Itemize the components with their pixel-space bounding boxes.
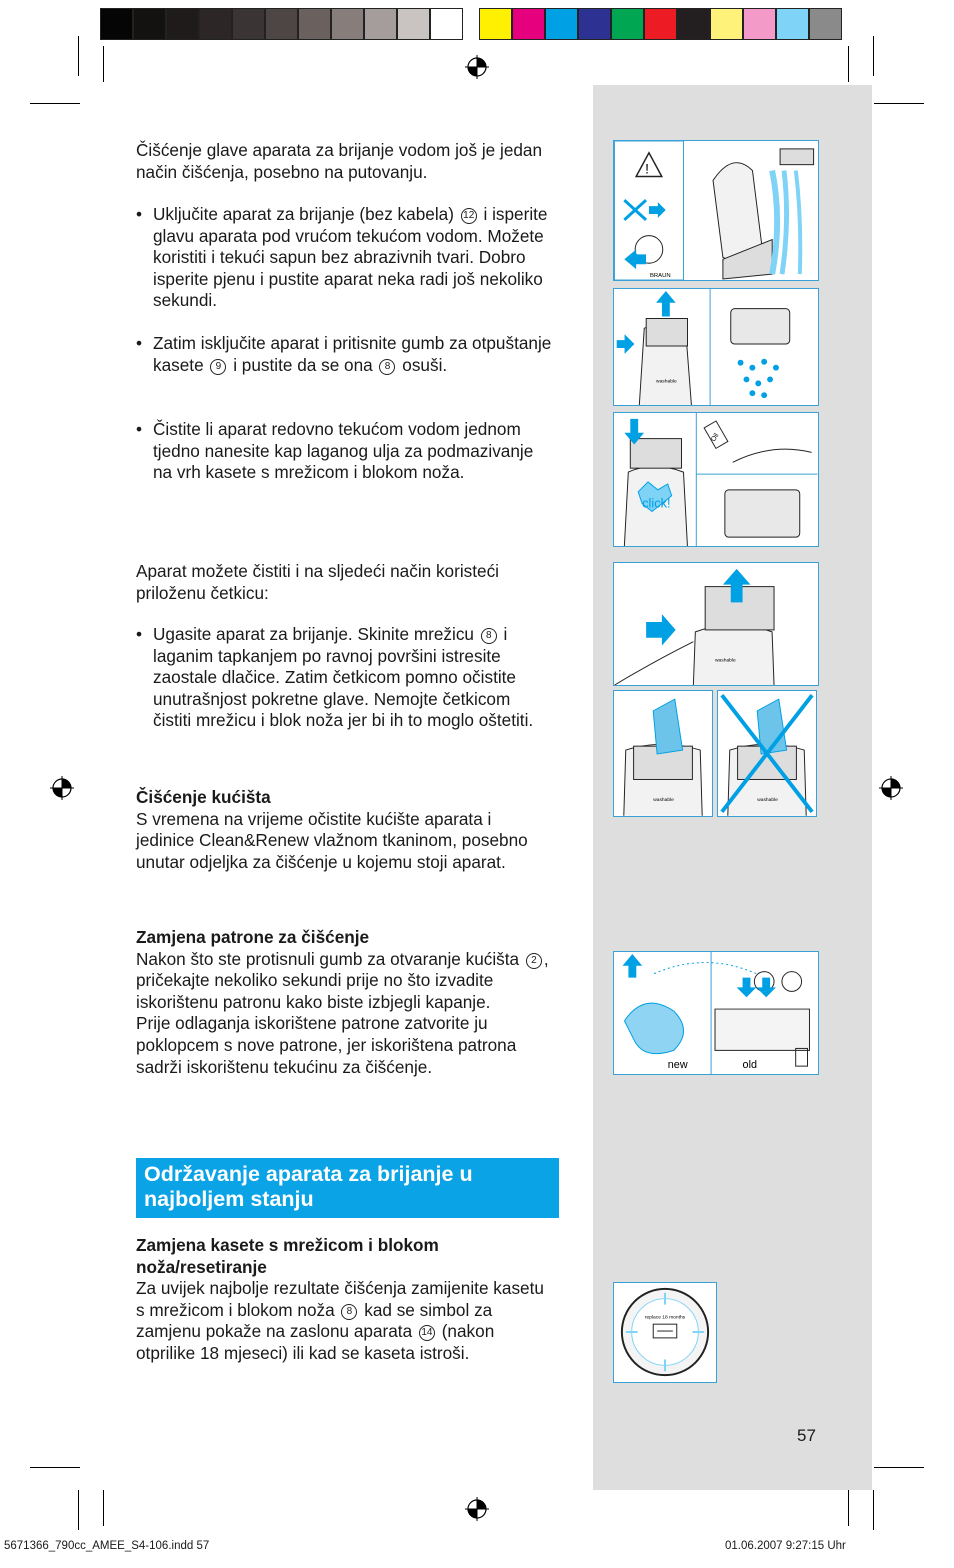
dial-text: replace 18 months bbox=[644, 1315, 686, 1321]
brand-label: BRAUN bbox=[649, 273, 671, 280]
ref-number: 14 bbox=[419, 1325, 435, 1341]
cartridge-section: Zamjena patrone za čišćenje Nakon što ste protisnuli gumb za otvaranje kućišta 2 , pričekajte nekoliko sekundi prije no što izvadite iskorištenu patronu kako biste izbjegli kapanje. Prije odlaganja iskorištene patrone zatvorite ju poklopcem s nove patrone, jer iskorištena patrona sadrži iskorištenu tekućinu za čišćenje. bbox=[136, 927, 551, 1078]
color-swatch bbox=[710, 8, 743, 40]
crop-mark bbox=[30, 1467, 80, 1468]
figure-brush-foil-forbidden bbox=[717, 690, 817, 817]
figure-brush-inside-head bbox=[613, 690, 713, 817]
brush-intro: Aparat možete čistiti i na sljedeći način koristeći priloženu četkicu: bbox=[136, 561, 500, 603]
crop-mark bbox=[103, 46, 104, 82]
registration-mark-icon bbox=[50, 776, 74, 800]
crop-mark bbox=[78, 36, 79, 76]
figure-cartridge-replace bbox=[613, 951, 819, 1075]
crop-mark bbox=[30, 103, 80, 104]
ref-number: 9 bbox=[210, 359, 226, 375]
crop-mark bbox=[78, 1490, 79, 1530]
page-number: 57 bbox=[797, 1426, 816, 1445]
color-swatch bbox=[512, 8, 545, 40]
color-swatch bbox=[743, 8, 776, 40]
gray-swatch bbox=[133, 8, 166, 40]
figure-rinse-under-tap bbox=[613, 140, 819, 281]
gray-swatch bbox=[166, 8, 199, 40]
crop-mark bbox=[874, 1467, 924, 1468]
gray-swatch bbox=[331, 8, 364, 40]
crop-mark bbox=[848, 1490, 849, 1526]
color-swatch bbox=[776, 8, 809, 40]
ref-number: 12 bbox=[461, 208, 477, 224]
replace-section: Zamjena kasete s mrežicom i blokom noža/resetiranje Za uvijek najbolje rezultate čišćenja zamijenite kasetu s mrežicom i blokom noža 8 kad se simbol za zamjenu pokaže na zaslonu aparata 14 (nakon otprilike 18 mjeseci) ili kad se kaseta istroši. bbox=[136, 1235, 546, 1365]
footer-file-info: 5671366_790cc_AMEE_S4-106.indd 57 bbox=[4, 1540, 210, 1552]
gray-swatch bbox=[265, 8, 298, 40]
washable-label: washable bbox=[656, 379, 677, 385]
new-label: new bbox=[667, 1059, 688, 1072]
crop-mark bbox=[873, 36, 874, 76]
registration-mark-icon bbox=[879, 776, 903, 800]
registration-mark-icon bbox=[465, 1497, 489, 1521]
ref-number: 2 bbox=[526, 953, 542, 969]
old-label: old bbox=[742, 1059, 758, 1072]
click-label: click! bbox=[642, 495, 671, 511]
footer-timestamp: 01.06.2007 9:27:15 Uhr bbox=[725, 1540, 846, 1552]
gray-swatch bbox=[232, 8, 265, 40]
figure-remove-foil bbox=[613, 562, 819, 686]
washable-label: washable bbox=[653, 798, 674, 804]
color-swatch bbox=[677, 8, 710, 40]
housing-text: S vremena na vrijeme očistite kućište aparata i jedinice Clean&Renew vlažnom tkaninom, posebno unutar odjeljka za čišćenje u kojemu stoji aparat. bbox=[136, 808, 528, 872]
color-calibration-bar bbox=[100, 8, 842, 42]
ref-number: 8 bbox=[379, 359, 395, 375]
gray-swatch bbox=[364, 8, 397, 40]
color-swatch bbox=[578, 8, 611, 40]
registration-mark-icon bbox=[465, 55, 489, 79]
color-swatch bbox=[479, 8, 512, 40]
intro-paragraph: Čišćenje glave aparata za brijanje vodom još je jedan način čišćenja, posebno na putovanju. bbox=[136, 140, 543, 182]
figure-release-cassette bbox=[613, 288, 819, 406]
replace-heading: Zamjena kasete s mrežicom i blokom noža/resetiranje bbox=[136, 1235, 439, 1277]
color-swatch bbox=[809, 8, 842, 40]
washable-label: washable bbox=[757, 798, 778, 804]
color-swatch bbox=[611, 8, 644, 40]
oil-label: Oil bbox=[710, 432, 721, 444]
housing-heading: Čišćenje kućišta bbox=[136, 787, 271, 807]
crop-mark bbox=[103, 1490, 104, 1526]
cartridge-heading: Zamjena patrone za čišćenje bbox=[136, 927, 370, 947]
ref-number: 8 bbox=[481, 628, 497, 644]
gray-swatch bbox=[100, 8, 133, 40]
color-swatch bbox=[644, 8, 677, 40]
gray-swatch bbox=[298, 8, 331, 40]
washable-label: washable bbox=[715, 658, 736, 664]
gray-swatch bbox=[430, 8, 463, 40]
crop-mark bbox=[873, 1490, 874, 1530]
housing-section bbox=[136, 787, 551, 873]
swatch-gap bbox=[463, 8, 479, 40]
crop-mark bbox=[848, 46, 849, 82]
gray-swatch bbox=[397, 8, 430, 40]
color-swatch bbox=[545, 8, 578, 40]
svg-text:!: ! bbox=[645, 161, 649, 177]
gray-swatch bbox=[199, 8, 232, 40]
ref-number: 8 bbox=[341, 1304, 357, 1320]
crop-mark bbox=[874, 103, 924, 104]
figure-oil-and-click bbox=[613, 412, 819, 547]
figure-replace-display bbox=[613, 1282, 717, 1383]
section-banner: Održavanje aparata za brijanje u najboljem stanju bbox=[136, 1158, 559, 1218]
